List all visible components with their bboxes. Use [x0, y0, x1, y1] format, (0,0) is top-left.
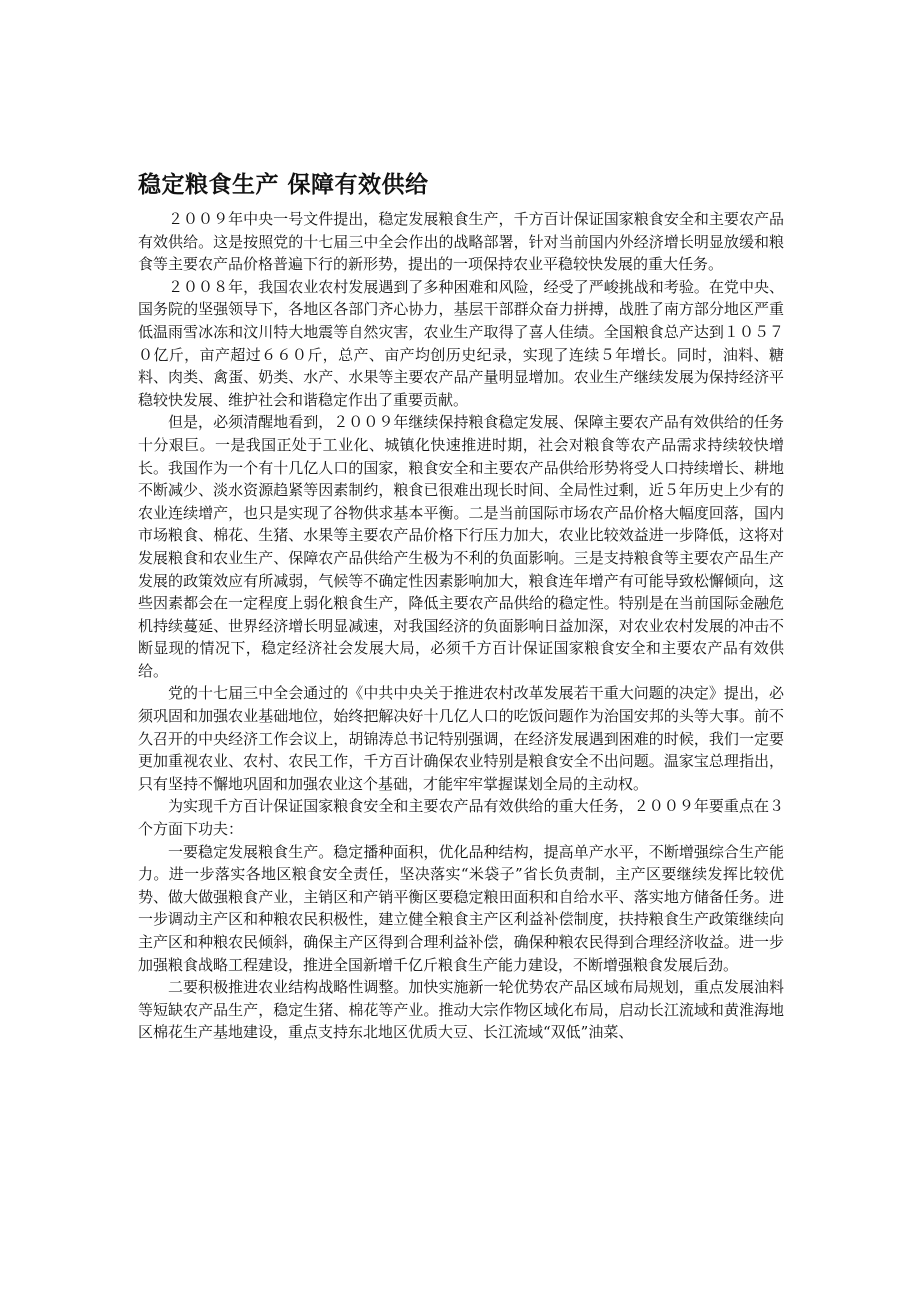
- paragraph-7: 二要积极推进农业结构战略性调整。加快实施新一轮优势农产品区域布局规划，重点发展油料等短缺农产品生产，稳定生猪、棉花等产业。推动大宗作物区域化布局，启动长江流域和黄淮海地区棉花生产基地建设，重点支持东北地区优质大豆、长江流域“双低”油菜、: [138, 978, 784, 1042]
- paragraph-3: 但是，必须清醒地看到，２００９年继续保持粮食稳定发展、保障主要农产品有效供给的任务十分艰巨。一是我国正处于工业化、城镇化快速推进时期，社会对粮食等农产品需求持续较快增长。我国作为一个有十几亿人口的国家，粮食安全和主要农产品供给形势将受人口持续增长、耕地不断减少、淡水资源趋紧等因素制约，粮食已很难出现长时间、全局性过剩，近５年历史上少有的农业连续增产，也只是实现了谷物供求基本平衡。二是当前国际市场农产品价格大幅度回落，国内市场粮食、棉花、生猪、水果等主要农产品价格下行压力加大，农业比较效益进一步降低，这将对发展粮食和农业生产、保障农产品供给产生极为不利的负面影响。三是支持粮食等主要农产品生产发展的政策效应有所减弱，气候等不确定性因素影响加大，粮食连年增产有可能导致松懈倾向，这些因素都会在一定程度上弱化粮食生产，降低主要农产品供给的稳定性。特别是在当前国际金融危机持续蔓延、世界经济增长明显减速，对我国经济的负面影响日益加深，对农业农村发展的冲击不断显现的情况下，稳定经济社会发展大局，必须千方百计保证国家粮食安全和主要农产品有效供给。: [138, 413, 784, 680]
- paragraph-4: 党的十七届三中全会通过的《中共中央关于推进农村改革发展若干重大问题的决定》提出，必须巩固和加强农业基础地位，始终把解决好十几亿人口的吃饭问题作为治国安邦的头等大事。前不久召开的中央经济工作会议上，胡锦涛总书记特别强调，在经济发展遇到困难的时候，我们一定要更加重视农业、农村、农民工作，千方百计确保农业特别是粮食安全不出问题。温家宝总理指出，只有坚持不懈地巩固和加强农业这个基础，才能牢牢掌握谋划全局的主动权。: [138, 684, 784, 793]
- article-title: 稳定粮食生产 保障有效供给: [138, 172, 429, 198]
- paragraph-1: ２００９年中央一号文件提出，稳定发展粮食生产，千方百计保证国家粮食安全和主要农产品有效供给。这是按照党的十七届三中全会作出的战略部署，针对当前国内外经济增长明显放缓和粮食等主要农产品价格普遍下行的新形势，提出的一项保持农业平稳较快发展的重大任务。: [138, 210, 784, 274]
- document-page: [138, 168, 784, 1044]
- paragraph-2: ２００８年，我国农业农村发展遇到了多种困难和风险，经受了严峻挑战和考验。在党中央、国务院的坚强领导下，各地区各部门齐心协力，基层干部群众奋力拼搏，战胜了南方部分地区严重低温雨雪冰冻和汶川特大地震等自然灾害，农业生产取得了喜人佳绩。全国粮食总产达到１０５７０亿斤，亩产超过６６０斤，总产、亩产均创历史纪录，实现了连续５年增长。同时，油料、糖料、肉类、禽蛋、奶类、水产、水果等主要农产品产量明显增加。农业生产继续发展为保持经济平稳较快发展、维护社会和谐稳定作出了重要贡献。: [138, 277, 784, 409]
- paragraph-5: 为实现千方百计保证国家粮食安全和主要农产品有效供给的重大任务，２００９年要重点在３个方面下功夫：: [138, 797, 784, 839]
- paragraph-6: 一要稳定发展粮食生产。稳定播种面积，优化品种结构，提高单产水平，不断增强综合生产能力。进一步落实各地区粮食安全责任，坚决落实“米袋子”省长负责制，主产区要继续发挥比较优势、做大做强粮食产业，主销区和产销平衡区要稳定粮田面积和自给水平、落实地方储备任务。进一步调动主产区和种粮农民积极性，建立健全粮食主产区利益补偿制度，扶持粮食生产政策继续向主产区和种粮农民倾斜，确保主产区得到合理利益补偿，确保种粮农民得到合理经济收益。进一步加强粮食战略工程建设，推进全国新增千亿斤粮食生产能力建设，不断增强粮食发展后劲。: [138, 842, 784, 974]
